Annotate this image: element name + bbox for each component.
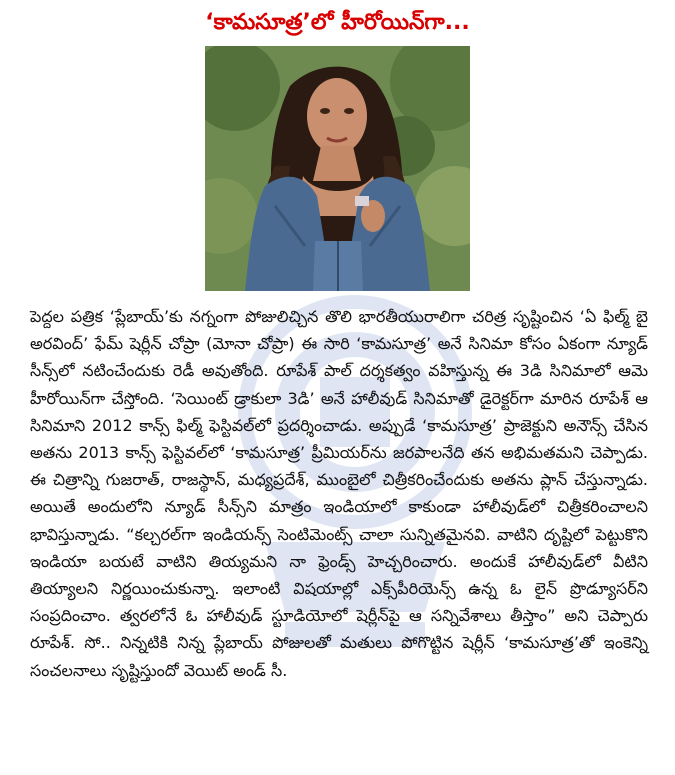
article-photo: [205, 46, 470, 291]
article-body: పెద్దల పత్రిక ‘ప్లేబాయ్’కు నగ్నంగా పోజులిచ్చిన తొలి భారతీయురాలిగా చరిత్ర సృష్టించిన ‘ఏ ఫిల్మ్ బై అరవింద్’ ఫేమ్ షెర్లీన్ చోప్రా (మోనా చోప్రా) ఈ సారి ‘కామసూత్ర’ అనే సినిమా కోసం ఏకంగా న్యూడ్ సీన్స్‌లో నటించేందుకు రెడీ అవుతోంది. రూపేశ్ పాల్ దర్శకత్వం వహిస్తున్న ఈ 3డి సినిమాలో ఆమె హీరోయిన్‌గా చేస్తోంది. ‘సెయింట్ డ్రాకులా 3డి’ అనే హాలీవుడ్ సినిమాతో డైరెక్టర్‌గా మారిన రూపేశ్ ఆ సినిమాని 2012 కాన్స్ ఫిల్మ్ ఫెస్టివల్‌లో ప్రదర్శించాడు. అప్పుడే ‘కామసూత్ర’ ప్రాజెక్టుని అనౌన్స్ చేసిన అతను 2013 కాన్స్ ఫెస్టివల్‌లో ‘కామసూత్ర’ ప్రీమియర్‌ను జరపాలనేది తన అభిమతమని చెప్పాడు. ఈ చిత్రాన్ని గుజరాత్, రాజస్థాన్, మధ్యప్రదేశ్, ముంబైలో చిత్రీకరించేందుకు అతను ప్లాన్ చేస్తున్నాడు. అయితే అందులోని న్యూడ్ సీన్స్‌ని మాత్రం ఇండియాలో కాకుండా హాలీవుడ్‌లో చిత్రీకరించాలని భావిస్తున్నాడు. “కల్చరల్‌గా ఇండియన్స్ సెంటిమెంట్స్ చాలా సున్నితమైనవి. వాటిని దృష్టిలో పెట్టుకొని ఇండియా బయటే వాటిని తియ్యమని నా ఫ్రెండ్స్ హెచ్చరించారు. అందుకే హాలీవుడ్‌లో వీటిని తియ్యాలని నిర్ణయించుకున్నా. ఇలాంటి విషయాల్లో ఎక్స్‌పీరియెన్స్ ఉన్న ఓ లైన్ ప్రొడ్యూసర్‌ని సంప్రదించాం. త్వరలోనే ఓ హాలీవుడ్ స్టూడియోలో షెర్లీన్‌పై ఆ సన్నివేశాలు తీస్తాం” అని చెప్పారు రూపేశ్. సో.. నిన్నటికి నిన్న ప్లేబాయ్ పోజులతో మతులు పోగొట్టిన షెర్లీన్ ‘కామసూత్ర’తో ఇంకెన్ని సంచలనాలు సృష్టిస్తుందో వెయిట్ అండ్ సీ.: [30, 307, 648, 680]
headline: ‘కామసూత్ర’లో హీరోయిన్‌గా...: [205, 10, 470, 35]
